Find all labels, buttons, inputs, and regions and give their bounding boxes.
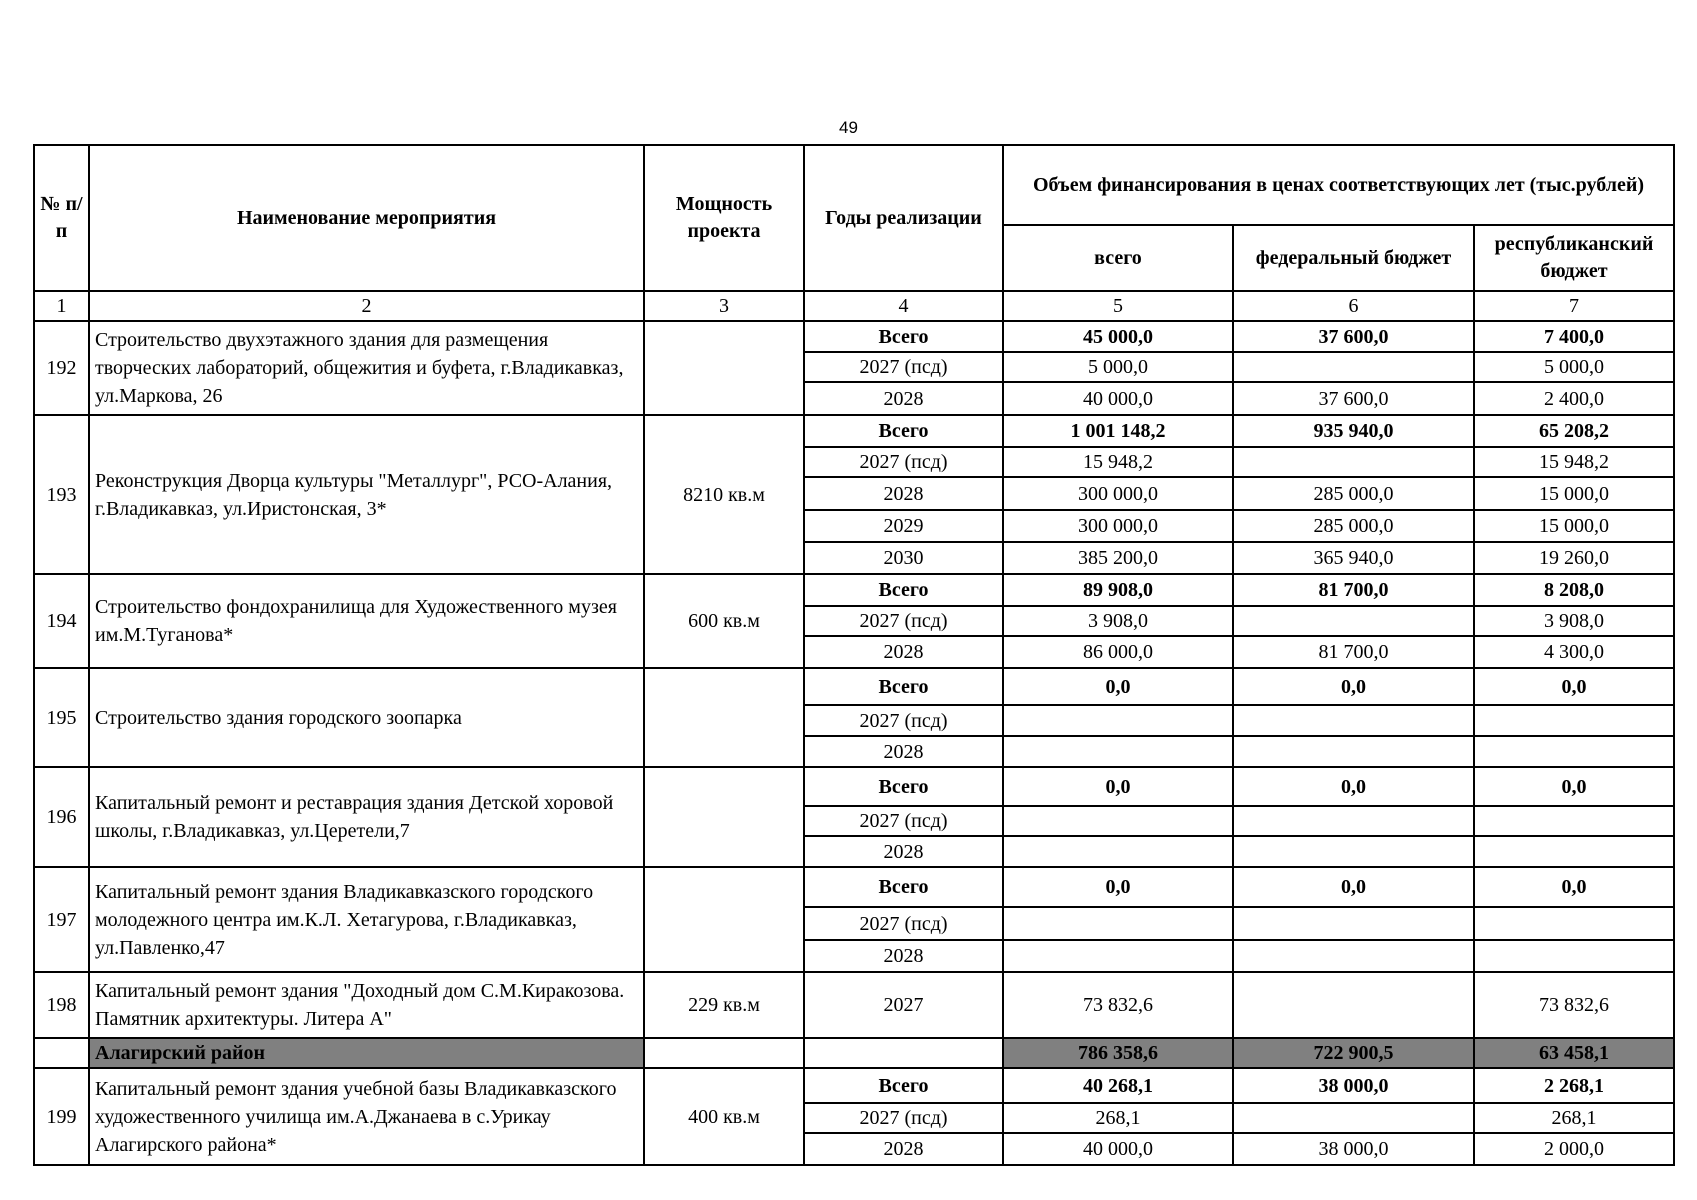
year-cell: 2028 [804, 1133, 1003, 1165]
header-funding: Объем финансирования в ценах соответствующих лет (тыс.рублей) [1003, 145, 1674, 225]
table-row [34, 415, 1674, 447]
republic-cell: 0,0 [1474, 767, 1674, 806]
republic-cell [1474, 836, 1674, 867]
republic-cell: 8 208,0 [1474, 574, 1674, 606]
federal-cell: 81 700,0 [1233, 574, 1474, 606]
total-cell: 0,0 [1003, 767, 1233, 806]
project-number: 193 [34, 415, 89, 574]
republic-cell [1474, 736, 1674, 767]
total-cell: 40 268,1 [1003, 1068, 1233, 1103]
federal-cell [1233, 705, 1474, 736]
total-cell: 1 001 148,2 [1003, 415, 1233, 447]
total-cell: 3 908,0 [1003, 606, 1233, 636]
year-cell: 2028 [804, 836, 1003, 867]
project-capacity: 8210 кв.м [644, 415, 804, 574]
district-name: Алагирский район [89, 1038, 644, 1068]
federal-cell: 0,0 [1233, 867, 1474, 907]
table-row [34, 1068, 1674, 1103]
total-cell [1003, 907, 1233, 940]
year-cell: 2027 (псд) [804, 1103, 1003, 1133]
year-cell: 2027 (псд) [804, 352, 1003, 382]
republic-cell: 268,1 [1474, 1103, 1674, 1133]
header-capacity: Мощность проекта [644, 145, 804, 291]
federal-cell [1233, 972, 1474, 1038]
republic-cell: 5 000,0 [1474, 352, 1674, 382]
project-number: 194 [34, 574, 89, 668]
total-cell: 86 000,0 [1003, 636, 1233, 668]
year-cell: Всего [804, 668, 1003, 705]
project-name: Реконструкция Дворца культуры "Металлург", РСО-Алания, г.Владикавказ, ул.Иристонская, 3* [89, 415, 644, 574]
republic-cell: 0,0 [1474, 668, 1674, 705]
total-cell: 89 908,0 [1003, 574, 1233, 606]
republic-cell: 15 000,0 [1474, 510, 1674, 542]
total-cell [1003, 806, 1233, 836]
project-capacity [644, 867, 804, 972]
total-cell: 40 000,0 [1003, 382, 1233, 415]
table-row [34, 767, 1674, 806]
federal-cell [1233, 940, 1474, 972]
project-capacity [644, 767, 804, 867]
year-cell: 2029 [804, 510, 1003, 542]
total-cell [1003, 836, 1233, 867]
total-cell [1003, 736, 1233, 767]
project-number: 196 [34, 767, 89, 867]
header-no: № п/п [34, 145, 89, 291]
project-capacity: 400 кв.м [644, 1068, 804, 1165]
year-cell: 2027 (псд) [804, 806, 1003, 836]
year-cell: Всего [804, 321, 1003, 352]
total-cell: 300 000,0 [1003, 477, 1233, 510]
year-cell: 2027 (псд) [804, 907, 1003, 940]
district-total: 786 358,6 [1003, 1038, 1233, 1068]
project-name: Строительство фондохранилища для Художественного музея им.М.Туганова* [89, 574, 644, 668]
federal-cell: 285 000,0 [1233, 477, 1474, 510]
table-row [34, 867, 1674, 907]
project-name: Капитальный ремонт здания Владикавказского городского молодежного центра им.К.Л. Хетагурова, г.Владикавказ, ул.Павленко,47 [89, 867, 644, 972]
column-numbers-row [34, 291, 1674, 321]
column-number: 2 [89, 291, 644, 321]
republic-cell: 3 908,0 [1474, 606, 1674, 636]
table-row [34, 668, 1674, 705]
republic-cell [1474, 940, 1674, 972]
federal-cell: 37 600,0 [1233, 382, 1474, 415]
year-cell: 2027 (псд) [804, 606, 1003, 636]
total-cell: 385 200,0 [1003, 542, 1233, 574]
page-number: 49 [839, 118, 858, 137]
federal-cell [1233, 836, 1474, 867]
header-years: Годы реализации [804, 145, 1003, 291]
year-cell: Всего [804, 1068, 1003, 1103]
republic-cell: 19 260,0 [1474, 542, 1674, 574]
federal-cell: 38 000,0 [1233, 1133, 1474, 1165]
federal-cell [1233, 907, 1474, 940]
federal-cell [1233, 447, 1474, 477]
project-number: 198 [34, 972, 89, 1038]
republic-cell: 2 400,0 [1474, 382, 1674, 415]
year-cell: 2028 [804, 940, 1003, 972]
total-cell: 268,1 [1003, 1103, 1233, 1133]
project-capacity [644, 668, 804, 767]
republic-cell [1474, 705, 1674, 736]
project-number: 199 [34, 1068, 89, 1165]
republic-cell: 73 832,6 [1474, 972, 1674, 1038]
year-cell: Всего [804, 415, 1003, 447]
financing-table [33, 144, 1675, 1166]
federal-cell: 285 000,0 [1233, 510, 1474, 542]
district-republic: 63 458,1 [1474, 1038, 1674, 1068]
table-row [34, 972, 1674, 1038]
header-total: всего [1003, 225, 1233, 291]
project-capacity: 600 кв.м [644, 574, 804, 668]
republic-cell: 15 000,0 [1474, 477, 1674, 510]
total-cell: 5 000,0 [1003, 352, 1233, 382]
total-cell: 45 000,0 [1003, 321, 1233, 352]
project-name: Капитальный ремонт здания учебной базы Владикавказского художественного училища им.А.Джанаева в с.Урикау Алагирского района* [89, 1068, 644, 1165]
column-number: 1 [34, 291, 89, 321]
total-cell: 15 948,2 [1003, 447, 1233, 477]
project-number: 195 [34, 668, 89, 767]
table-row [34, 321, 1674, 352]
project-name: Капитальный ремонт здания "Доходный дом С.М.Киракозова. Памятник архитектуры. Литера А" [89, 972, 644, 1038]
total-cell: 0,0 [1003, 867, 1233, 907]
federal-cell [1233, 352, 1474, 382]
district-federal: 722 900,5 [1233, 1038, 1474, 1068]
republic-cell: 65 208,2 [1474, 415, 1674, 447]
federal-cell [1233, 806, 1474, 836]
republic-cell: 0,0 [1474, 867, 1674, 907]
year-cell: 2027 (псд) [804, 705, 1003, 736]
federal-cell [1233, 606, 1474, 636]
year-cell: Всего [804, 574, 1003, 606]
federal-cell: 0,0 [1233, 767, 1474, 806]
federal-cell: 38 000,0 [1233, 1068, 1474, 1103]
federal-cell: 81 700,0 [1233, 636, 1474, 668]
year-cell: 2030 [804, 542, 1003, 574]
federal-cell [1233, 1103, 1474, 1133]
republic-cell: 4 300,0 [1474, 636, 1674, 668]
year-cell: 2028 [804, 736, 1003, 767]
year-cell: Всего [804, 867, 1003, 907]
column-number: 4 [804, 291, 1003, 321]
project-capacity [644, 321, 804, 415]
header-federal: федеральный бюджет [1233, 225, 1474, 291]
table-row [34, 574, 1674, 606]
district-year-cell [804, 1038, 1003, 1068]
project-name: Капитальный ремонт и реставрация здания Детской хоровой школы, г.Владикавказ, ул.Церетели,7 [89, 767, 644, 867]
district-row [34, 1038, 1674, 1068]
federal-cell: 365 940,0 [1233, 542, 1474, 574]
header-republic: республиканский бюджет [1474, 225, 1674, 291]
total-cell [1003, 940, 1233, 972]
project-number: 192 [34, 321, 89, 415]
year-cell: 2028 [804, 382, 1003, 415]
project-name: Строительство здания городского зоопарка [89, 668, 644, 767]
district-no-cell [34, 1038, 89, 1068]
district-capacity-cell [644, 1038, 804, 1068]
federal-cell: 0,0 [1233, 668, 1474, 705]
column-number: 5 [1003, 291, 1233, 321]
total-cell: 73 832,6 [1003, 972, 1233, 1038]
column-number: 6 [1233, 291, 1474, 321]
republic-cell [1474, 806, 1674, 836]
total-cell: 300 000,0 [1003, 510, 1233, 542]
republic-cell: 15 948,2 [1474, 447, 1674, 477]
column-number: 3 [644, 291, 804, 321]
year-cell: Всего [804, 767, 1003, 806]
year-cell: 2027 (псд) [804, 447, 1003, 477]
column-number: 7 [1474, 291, 1674, 321]
header-name: Наименование мероприятия [89, 145, 644, 291]
table-header [34, 145, 1674, 321]
total-cell [1003, 705, 1233, 736]
year-cell: 2027 [804, 972, 1003, 1038]
republic-cell: 2 268,1 [1474, 1068, 1674, 1103]
project-number: 197 [34, 867, 89, 972]
total-cell: 0,0 [1003, 668, 1233, 705]
total-cell: 40 000,0 [1003, 1133, 1233, 1165]
republic-cell: 2 000,0 [1474, 1133, 1674, 1165]
table-body [34, 321, 1674, 1165]
federal-cell [1233, 736, 1474, 767]
project-capacity: 229 кв.м [644, 972, 804, 1038]
republic-cell: 7 400,0 [1474, 321, 1674, 352]
federal-cell: 935 940,0 [1233, 415, 1474, 447]
year-cell: 2028 [804, 477, 1003, 510]
republic-cell [1474, 907, 1674, 940]
federal-cell: 37 600,0 [1233, 321, 1474, 352]
project-name: Строительство двухэтажного здания для размещения творческих лабораторий, общежития и буфета, г.Владикавказ, ул.Маркова, 26 [89, 321, 644, 415]
year-cell: 2028 [804, 636, 1003, 668]
